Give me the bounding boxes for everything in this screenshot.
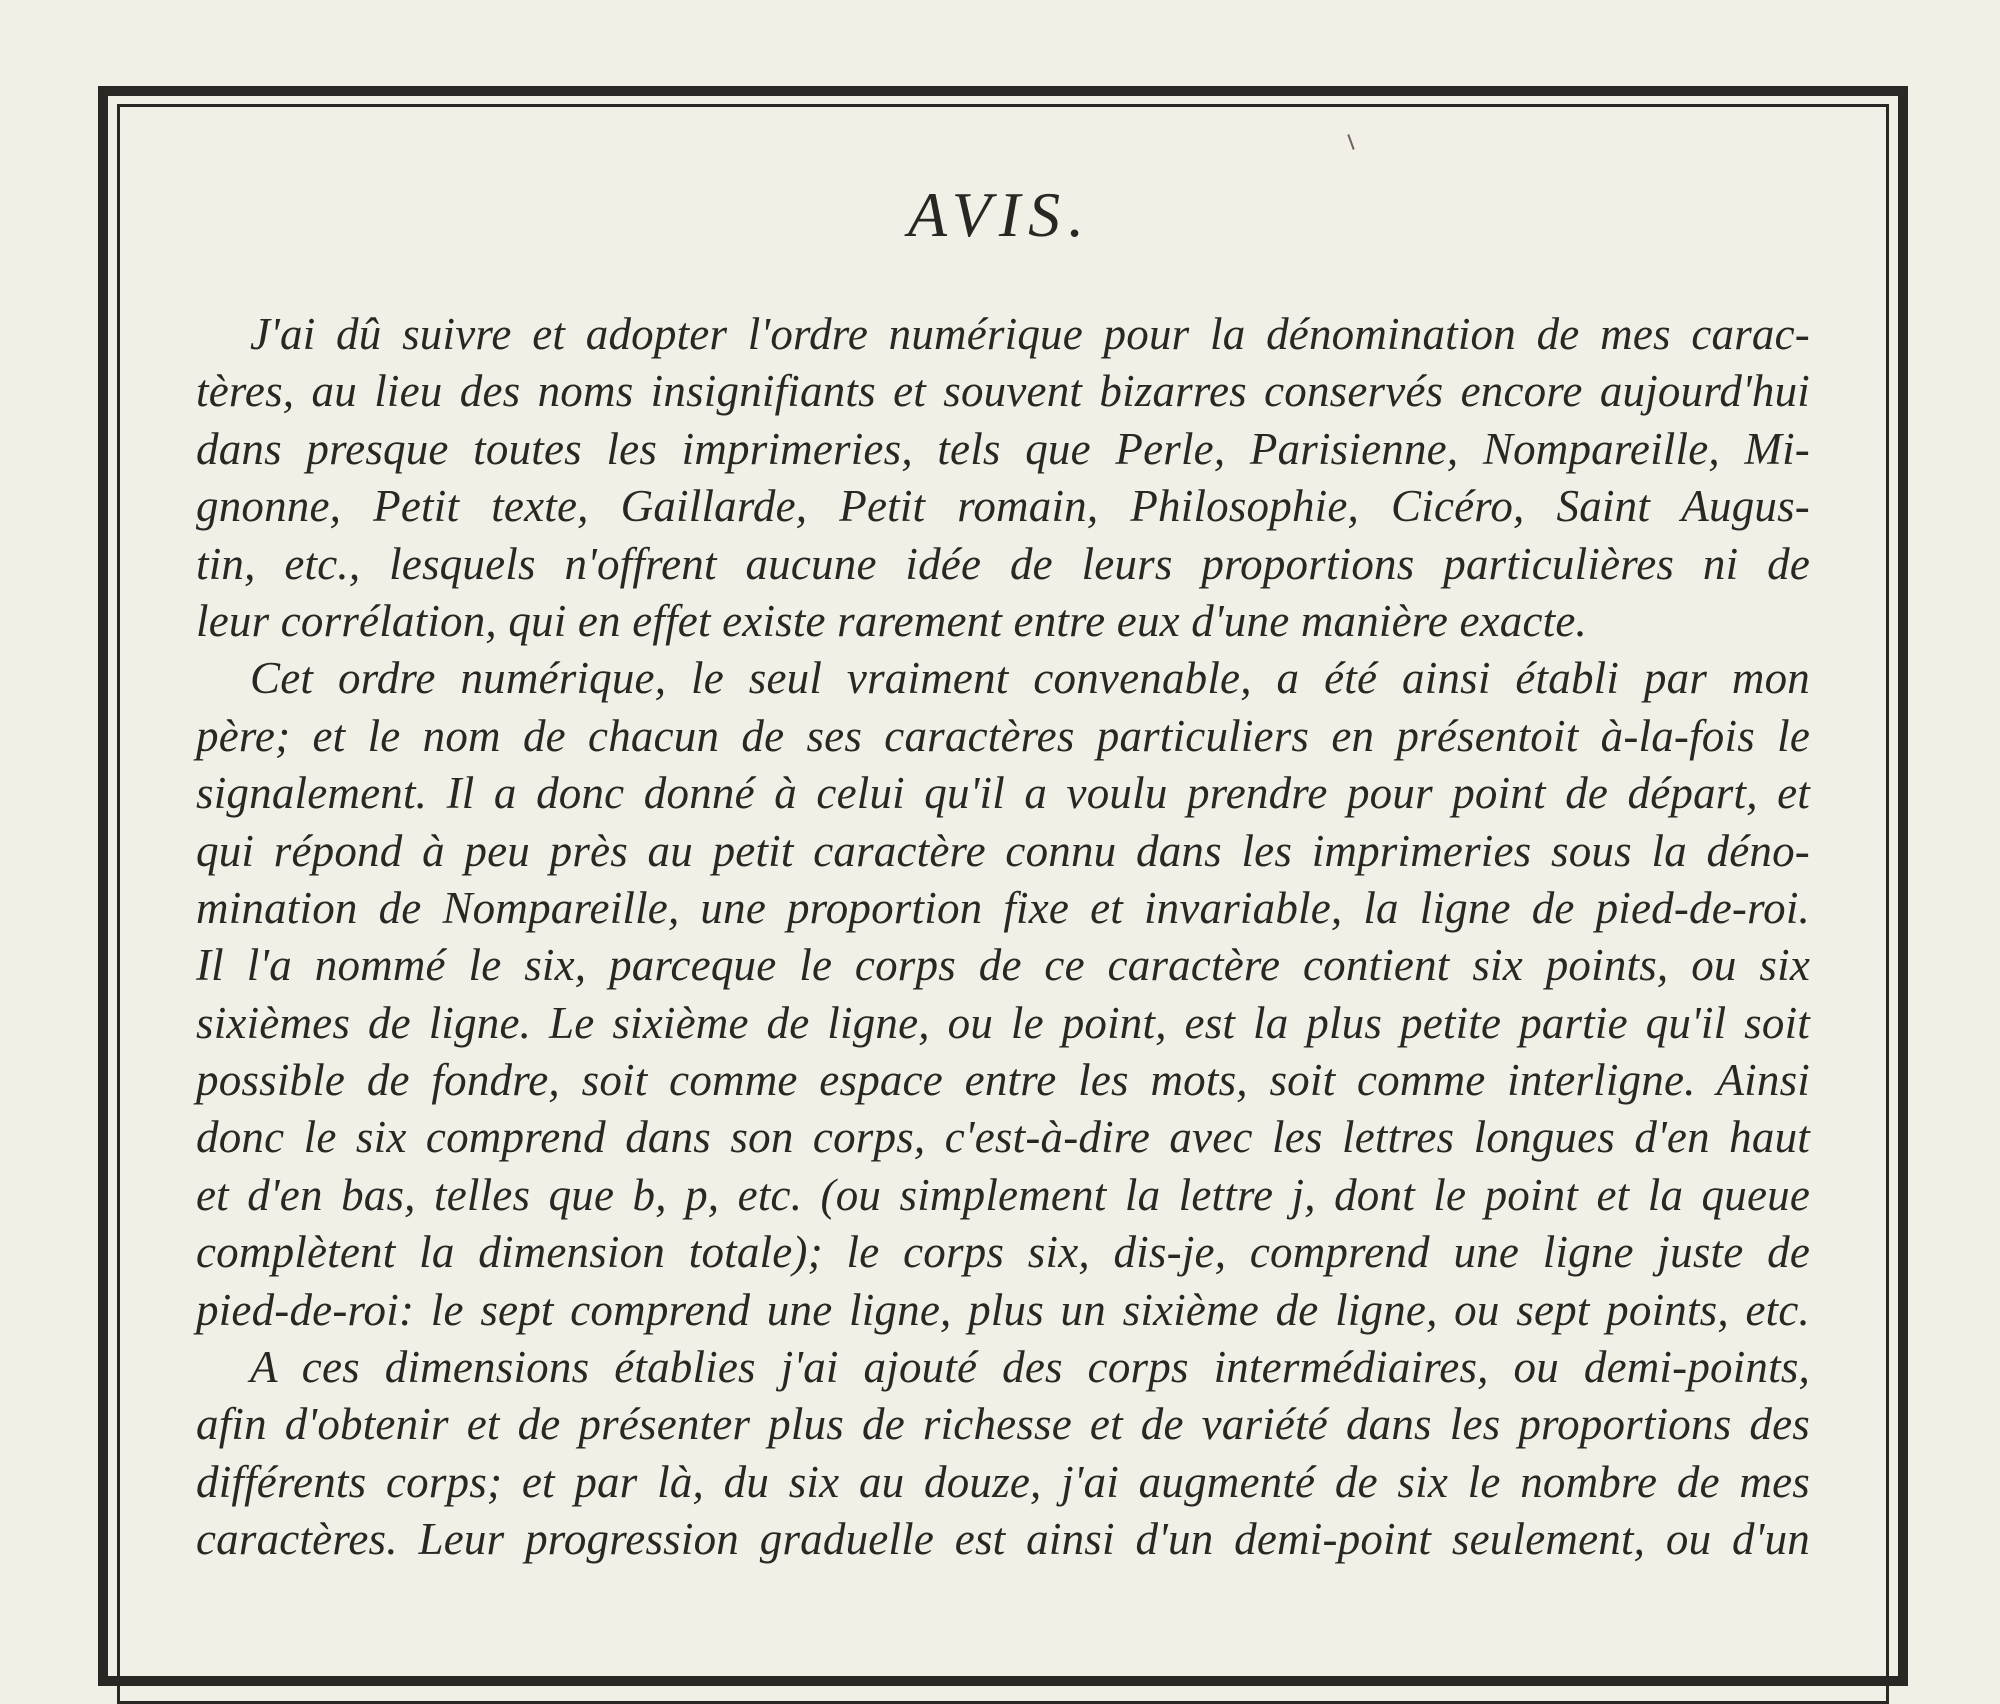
text-line: et d'en bas, telles que b, p, etc. (ou simplement la lettre j, dont le point et la queue bbox=[196, 1169, 1810, 1220]
text-line: différents corps; et par là, du six au douze, j'ai augmenté de six le nombre de mes bbox=[196, 1456, 1810, 1507]
paragraph-2 bbox=[196, 650, 1810, 1339]
text-line: A ces dimensions établies j'ai ajouté des corps intermédiaires, ou demi-points, bbox=[250, 1342, 1810, 1393]
text-line: gnonne, Petit texte, Gaillarde, Petit romain, Philosophie, Cicéro, Saint Augus- bbox=[196, 481, 1810, 532]
text-line: Il l'a nommé le six, parceque le corps de ce caractère contient six points, ou six bbox=[196, 940, 1810, 991]
text-line: pied-de-roi: le sept comprend une ligne, plus un sixième de ligne, ou sept points, etc. bbox=[196, 1284, 1810, 1335]
text-line: qui répond à peu près au petit caractère connu dans les imprimeries sous la déno- bbox=[196, 825, 1810, 876]
text-line: tères, au lieu des noms insignifiants et souvent bizarres conservés encore aujourd'hui bbox=[196, 366, 1810, 417]
text-line: complètent la dimension totale); le corps six, dis-je, comprend une ligne juste de bbox=[196, 1227, 1810, 1278]
text-line: tin, etc., lesquels n'offrent aucune idée de leurs proportions particulières ni de bbox=[196, 538, 1810, 589]
text-line: caractères. Leur progression graduelle est ainsi d'un demi-point seulement, ou d'un bbox=[196, 1514, 1810, 1565]
paragraph-3 bbox=[196, 1339, 1810, 1569]
text-line: père; et le nom de chacun de ses caractères particuliers en présentoit à-la-fois le bbox=[196, 710, 1810, 761]
page-title: AVIS. bbox=[907, 179, 1093, 250]
text-line: Cet ordre numérique, le seul vraiment convenable, a été ainsi établi par mon bbox=[250, 653, 1810, 704]
text-line: mination de Nompareille, une proportion fixe et invariable, la ligne de pied-de-roi. bbox=[196, 882, 1810, 933]
body-text bbox=[196, 306, 1810, 1569]
text-line: J'ai dû suivre et adopter l'ordre numérique pour la dénomination de mes carac- bbox=[250, 309, 1810, 359]
paragraph-1 bbox=[196, 306, 1810, 650]
text-line: leur corrélation, qui en effet existe rarement entre eux d'une manière exacte. bbox=[196, 595, 1588, 646]
text-line: sixièmes de ligne. Le sixième de ligne, ou le point, est la plus petite partie qu'il soit bbox=[196, 997, 1810, 1048]
text-line: signalement. Il a donc donné à celui qu'il a voulu prendre pour point de départ, et bbox=[196, 768, 1810, 819]
text-line: donc le six comprend dans son corps, c'est-à-dire avec les lettres longues d'en haut bbox=[196, 1112, 1810, 1163]
text-line: possible de fondre, soit comme espace entre les mots, soit comme interligne. Ainsi bbox=[196, 1055, 1810, 1106]
text-line: afin d'obtenir et de présenter plus de richesse et de variété dans les proportions des bbox=[196, 1399, 1810, 1450]
text-line: dans presque toutes les imprimeries, tels que Perle, Parisienne, Nompareille, Mi- bbox=[196, 423, 1810, 474]
